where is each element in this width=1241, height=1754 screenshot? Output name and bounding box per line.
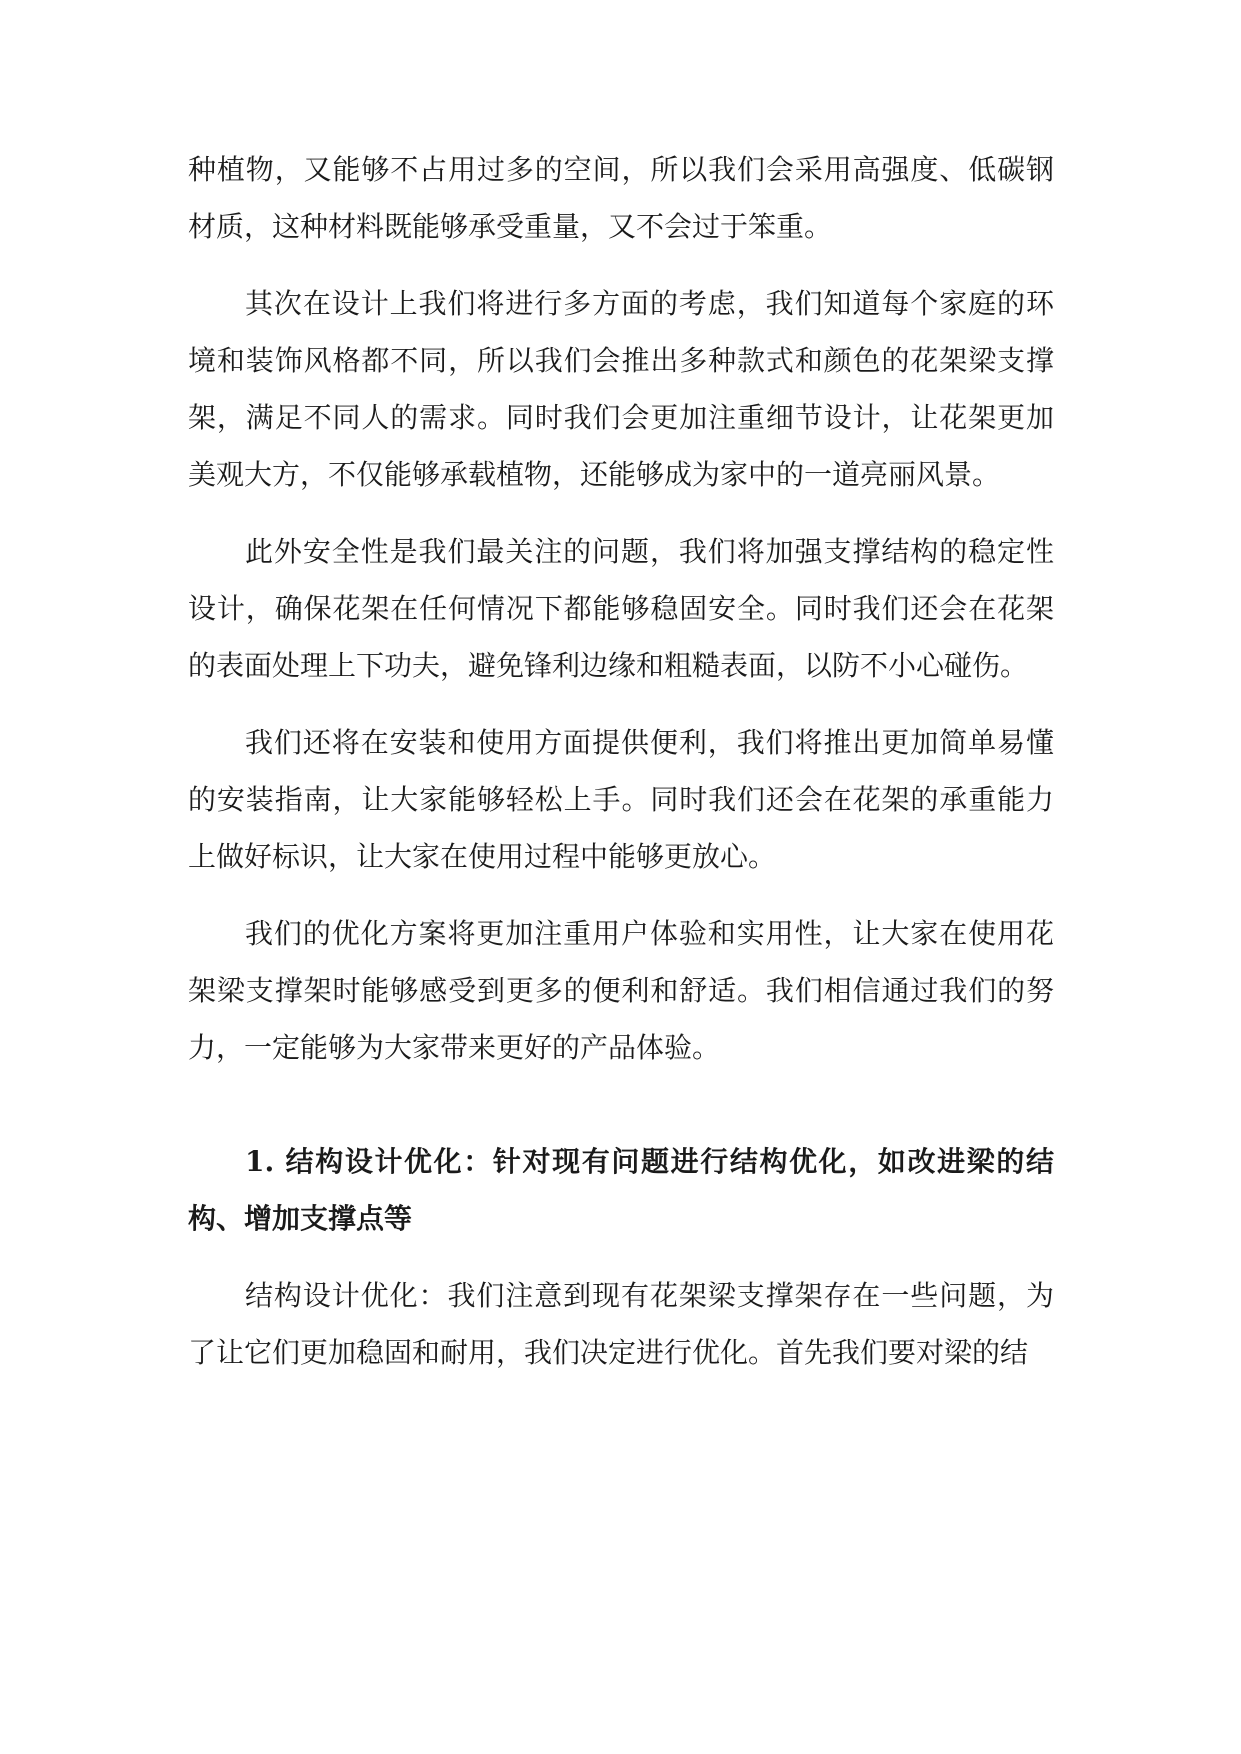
section-heading: 1. 结构设计优化：针对现有问题进行结构优化，如改进梁的结构、增加支撑点等 — [188, 1145, 1054, 1235]
paragraph-user-experience: 我们的优化方案将更加注重用户体验和实用性，让大家在使用花架梁支撑架时能够感受到更多的便利和舒适。我们相信通过我们的努力，一定能够为大家带来更好的产品体验。 — [188, 917, 1054, 1064]
document-body — [188, 141, 1054, 1401]
paragraph-continuation: 种植物，又能够不占用过多的空间，所以我们会采用高强度、低碳钢材质，这种材料既能够承受重量，又不会过于笨重。 — [188, 153, 1054, 243]
paragraph-structure-optimization: 结构设计优化：我们注意到现有花架梁支撑架存在一些问题，为了让它们更加稳固和耐用，我们决定进行优化。首先我们要对梁的结 — [188, 1279, 1054, 1369]
paragraph-installation: 我们还将在安装和使用方面提供便利，我们将推出更加简单易懂的安装指南，让大家能够轻松上手。同时我们还会在花架的承重能力上做好标识，让大家在使用过程中能够更放心。 — [188, 726, 1054, 873]
paragraph-safety: 此外安全性是我们最关注的问题，我们将加强支撑结构的稳定性设计，确保花架在任何情况下都能够稳固安全。同时我们还会在花架的表面处理上下功夫，避免锋利边缘和粗糙表面，以防不小心碰伤。 — [188, 535, 1054, 682]
paragraph-design-styles: 其次在设计上我们将进行多方面的考虑，我们知道每个家庭的环境和装饰风格都不同，所以我们会推出多种款式和颜色的花架梁支撑架，满足不同人的需求。同时我们会更加注重细节设计，让花架更加美观大方，不仅能够承载植物，还能够成为家中的一道亮丽风景。 — [188, 287, 1054, 491]
